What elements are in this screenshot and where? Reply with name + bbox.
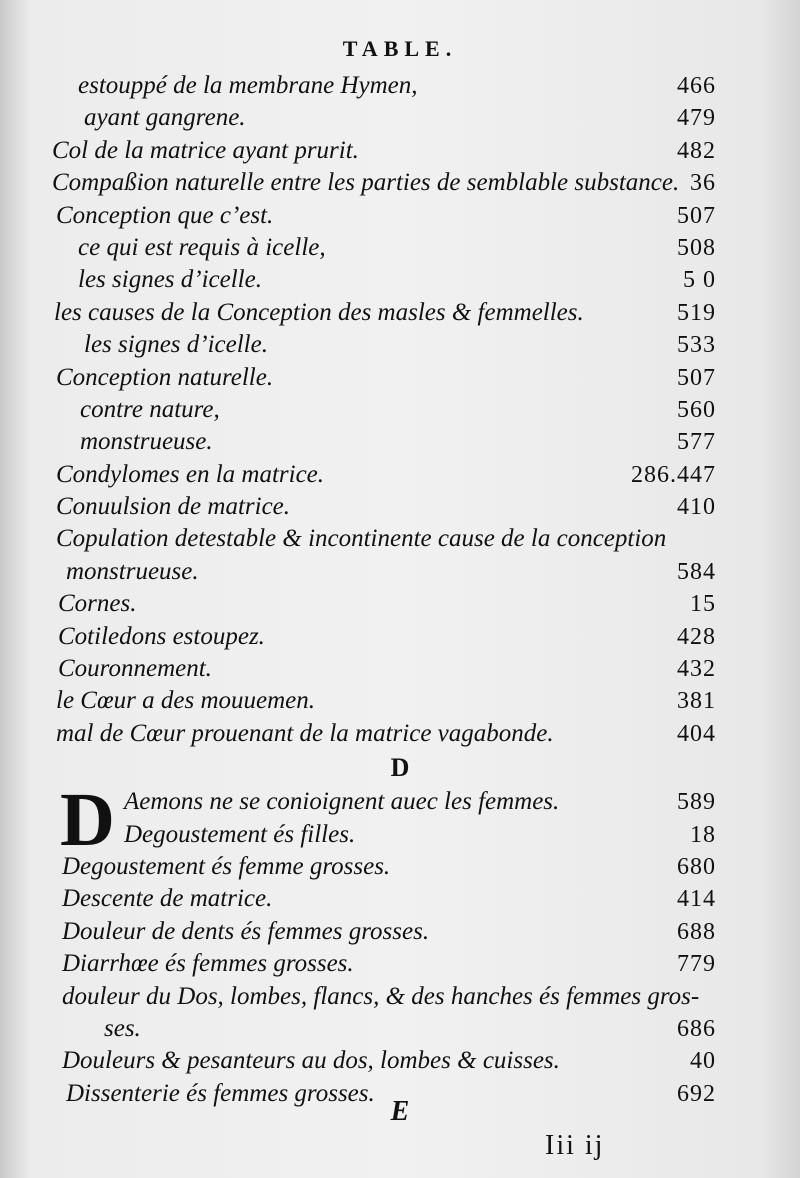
entry-page-number: 15	[690, 591, 716, 618]
entry-text: monstrueuse.	[66, 557, 199, 585]
entry-page-number: 381	[677, 688, 716, 715]
entry-text: mal de Cœur prouenant de la matrice vagabonde.	[56, 719, 554, 747]
index-entry	[0, 685, 800, 717]
entry-text: Conuulsion de matrice.	[56, 493, 291, 521]
entry-page-number: 286.447	[631, 461, 716, 488]
entry-text: Conception que c’est.	[56, 201, 274, 229]
entry-page-number: 779	[677, 951, 716, 978]
entry-text: les causes de la Conception des masles & femmelles.	[54, 298, 584, 326]
entry-page-number: 36	[690, 170, 716, 197]
index-entry	[0, 394, 800, 426]
entry-text: Compaßion naturelle entre les parties de semblable substance.	[52, 169, 680, 197]
entry-text: Douleur de dents és femmes grosses.	[62, 917, 430, 945]
entry-text: Descente de matrice.	[62, 885, 273, 913]
index-entry	[0, 426, 800, 458]
entry-page-number: 533	[677, 332, 716, 359]
index-entry	[0, 200, 800, 232]
entry-page-number: 507	[677, 364, 716, 391]
entry-text: estouppé de la membrane Hymen,	[78, 72, 418, 99]
entry-text: Copulation detestable & incontinente cause de la conception	[56, 525, 667, 553]
index-entry	[0, 491, 800, 523]
index-entry	[0, 1045, 800, 1077]
entry-text: le Cœur a des mouuemen.	[56, 687, 315, 715]
entry-page-number: 432	[677, 656, 716, 683]
index-entry	[0, 232, 800, 264]
entry-page-number: 589	[677, 789, 716, 816]
section-heading-e: E	[390, 1096, 410, 1127]
page-header: TABLE.	[342, 36, 458, 61]
entry-text: Cornes.	[58, 590, 137, 618]
index-entry	[0, 981, 800, 1013]
index-entry	[0, 621, 800, 653]
index-entry	[0, 362, 800, 394]
entry-page-number: 692	[677, 1080, 716, 1107]
entries-c-group	[0, 70, 800, 750]
entry-page-number: 508	[677, 234, 716, 261]
index-entry	[0, 102, 800, 134]
entry-text: ce qui est requis à icelle,	[78, 233, 326, 261]
index-entry	[0, 523, 800, 555]
entry-text: Col de la matrice ayant prurit.	[52, 136, 359, 164]
entry-text: les signes d’icelle.	[84, 331, 268, 359]
index-entry	[0, 329, 800, 361]
index-entry	[0, 70, 800, 102]
index-entry	[0, 459, 800, 491]
drop-capital: D	[60, 778, 115, 863]
entry-text: Degoustement és femme grosses.	[62, 852, 391, 880]
entry-text: Degoustement és filles.	[124, 820, 356, 848]
entry-page-number: 584	[677, 558, 716, 585]
entry-page-number: 5 0	[683, 267, 716, 294]
index-entry	[0, 297, 800, 329]
entry-text: contre nature,	[80, 395, 220, 423]
index-entry	[0, 948, 800, 980]
entry-page-number: 680	[677, 853, 716, 880]
index-entry	[0, 556, 800, 588]
entry-text: Couronnement.	[58, 655, 212, 683]
entry-text: Cotiledons estoupez.	[58, 622, 265, 650]
entry-page-number: 18	[690, 821, 716, 848]
entry-page-number: 410	[677, 494, 716, 521]
entry-page-number: 577	[677, 429, 716, 456]
index-entry	[0, 588, 800, 620]
entry-text: douleur du Dos, lombes, flancs, & des hanches és femmes gros-	[62, 982, 700, 1010]
entry-text: Diarrhœe és femmes grosses.	[62, 950, 354, 978]
index-entry	[0, 883, 800, 915]
index-entry	[0, 135, 800, 167]
entry-text: ses.	[104, 1014, 141, 1042]
entry-page-number: 414	[677, 886, 716, 913]
entry-page-number: 482	[677, 137, 716, 164]
entry-page-number: 519	[677, 299, 716, 326]
entries-d-group	[0, 778, 800, 1110]
index-entry	[0, 916, 800, 948]
entry-page-number: 466	[677, 73, 716, 99]
entry-page-number: 688	[677, 918, 716, 945]
entry-text: Conception naturelle.	[56, 363, 274, 391]
entry-text: Aemons ne se conioignent auec les femmes.	[124, 788, 560, 816]
entry-page-number: 507	[677, 202, 716, 229]
entry-text: monstrueuse.	[80, 428, 213, 456]
index-entry	[0, 718, 800, 750]
signature-mark: Iii ij	[545, 1130, 605, 1161]
entry-text: ayant gangrene.	[84, 104, 246, 132]
entry-page-number: 686	[677, 1015, 716, 1042]
entry-text: Douleurs & pesanteurs au dos, lombes & cuisses.	[62, 1047, 560, 1075]
index-entry	[0, 851, 800, 883]
index-entry	[0, 167, 800, 199]
entry-page-number: 479	[677, 105, 716, 132]
entry-page-number: 560	[677, 396, 716, 423]
index-entries	[0, 70, 800, 1110]
entry-text: Dissenterie és femmes grosses.	[66, 1079, 375, 1107]
entry-page-number: 428	[677, 623, 716, 650]
index-entry	[0, 819, 800, 851]
index-entry	[0, 653, 800, 685]
entry-text: les signes d’icelle.	[78, 266, 262, 294]
entry-page-number: 404	[677, 720, 716, 747]
index-entry	[0, 1013, 800, 1045]
index-entry	[0, 264, 800, 296]
index-entry	[0, 786, 800, 818]
entry-text: Condylomes en la matrice.	[56, 460, 325, 488]
section-heading-d: D	[390, 753, 410, 783]
entry-page-number: 40	[690, 1048, 716, 1075]
